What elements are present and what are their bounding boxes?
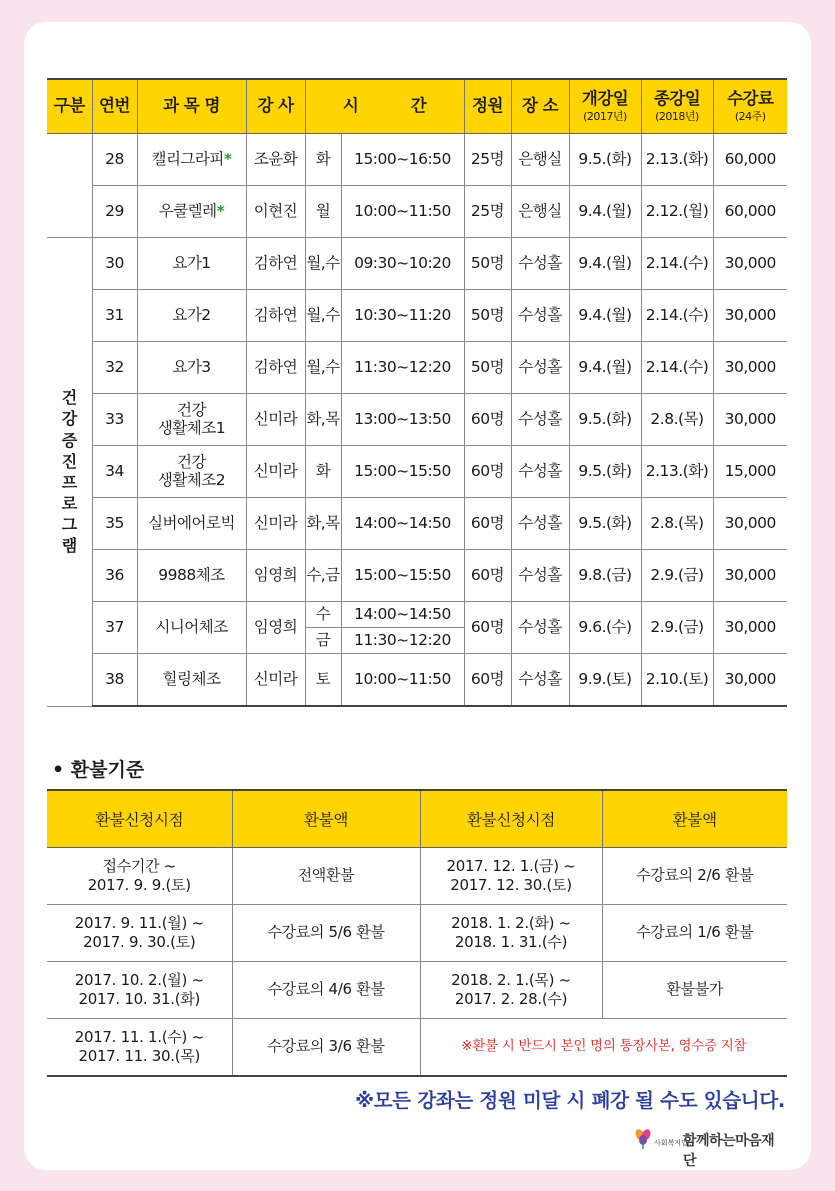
cell-capacity: 25명 bbox=[464, 134, 511, 186]
cell-start: 9.6.(수) bbox=[569, 602, 641, 654]
cell-fee: 30,000 bbox=[713, 498, 787, 550]
cell-place: 은행실 bbox=[511, 186, 569, 238]
table-row bbox=[47, 342, 787, 394]
cell-place: 은행실 bbox=[511, 134, 569, 186]
cell-no: 35 bbox=[92, 498, 137, 550]
header-end-label: 종강일 bbox=[653, 89, 701, 109]
cell-day: 화,목 bbox=[305, 498, 341, 550]
cell-no: 29 bbox=[92, 186, 137, 238]
cell-teacher: 김하연 bbox=[246, 238, 305, 290]
header-start-label: 개강일 bbox=[581, 89, 629, 109]
cell-time: 11:30~12:20 bbox=[341, 342, 464, 394]
logo-flower-icon bbox=[634, 1128, 652, 1150]
cell-capacity: 50명 bbox=[464, 238, 511, 290]
cell-fee: 30,000 bbox=[713, 602, 787, 654]
cell-day: 월 bbox=[305, 186, 341, 238]
cell-subject: 실버에어로빅 bbox=[137, 498, 246, 550]
period-line-2: 2017. 12. 30.(토) bbox=[450, 876, 572, 894]
cell-start: 9.8.(금) bbox=[569, 550, 641, 602]
refund-header-row bbox=[47, 790, 787, 848]
cell-fee: 30,000 bbox=[713, 342, 787, 394]
group-label: 건강증진프로그램 bbox=[61, 388, 77, 556]
cell-place: 수성홀 bbox=[511, 394, 569, 446]
header-period-1: 환불신청시점 bbox=[47, 790, 232, 848]
cell-amount: 수강료의 5/6 환불 bbox=[232, 905, 420, 962]
table-row bbox=[47, 290, 787, 342]
header-no: 연번 bbox=[92, 79, 137, 134]
cell-time: 11:30~12:20 bbox=[341, 628, 464, 654]
cell-teacher: 김하연 bbox=[246, 342, 305, 394]
cell-fee: 30,000 bbox=[713, 550, 787, 602]
cell-end: 2.14.(수) bbox=[641, 238, 713, 290]
cell-end: 2.14.(수) bbox=[641, 290, 713, 342]
cell-subject bbox=[137, 134, 246, 186]
header-period-2: 환불신청시점 bbox=[420, 790, 602, 848]
table-row bbox=[47, 550, 787, 602]
cell-subject: 힐링체조 bbox=[137, 654, 246, 707]
period-line-1: 접수기간 ~ bbox=[102, 856, 176, 875]
cell-day: 금 bbox=[305, 628, 341, 654]
cell-place: 수성홀 bbox=[511, 342, 569, 394]
period-line-2: 2017. 11. 30.(목) bbox=[78, 1047, 201, 1065]
period-line-1: 2018. 1. 2.(화) ~ bbox=[451, 913, 571, 932]
period-line-2: 2017. 9. 9.(토) bbox=[87, 876, 191, 894]
closing-notice: ※모든 강좌는 정원 미달 시 폐강 될 수도 있습니다. bbox=[355, 1089, 785, 1112]
table-row bbox=[47, 962, 787, 1019]
cell-fee: 15,000 bbox=[713, 446, 787, 498]
cell-time: 10:30~11:20 bbox=[341, 290, 464, 342]
cell-fee: 60,000 bbox=[713, 134, 787, 186]
cell-capacity: 25명 bbox=[464, 186, 511, 238]
cell-time: 09:30~10:20 bbox=[341, 238, 464, 290]
period-line-1: 2017. 10. 2.(월) ~ bbox=[74, 970, 204, 989]
cell-end: 2.12.(월) bbox=[641, 186, 713, 238]
cell-amount: 수강료의 2/6 환불 bbox=[602, 848, 787, 905]
cell-subject bbox=[137, 446, 246, 498]
cell-no: 32 bbox=[92, 342, 137, 394]
cell-start: 9.5.(화) bbox=[569, 134, 641, 186]
cell-fee: 60,000 bbox=[713, 186, 787, 238]
header-start-sub: (2017년) bbox=[583, 109, 627, 123]
table-row bbox=[47, 134, 787, 186]
table-row bbox=[47, 905, 787, 962]
cell-start: 9.4.(월) bbox=[569, 342, 641, 394]
cell-capacity: 60명 bbox=[464, 550, 511, 602]
cell-teacher: 이현진 bbox=[246, 186, 305, 238]
header-amount-2: 환불액 bbox=[602, 790, 787, 848]
table-row bbox=[47, 1019, 787, 1077]
cell-start: 9.9.(토) bbox=[569, 654, 641, 707]
table-row bbox=[47, 238, 787, 290]
cell-day: 월,수 bbox=[305, 342, 341, 394]
cell-subject bbox=[137, 394, 246, 446]
period-line-1: 2017. 11. 1.(수) ~ bbox=[74, 1027, 204, 1046]
logo-main-text: 함께하는마음재단 bbox=[683, 1133, 775, 1169]
cell-day: 화,목 bbox=[305, 394, 341, 446]
cell-time: 15:00~15:50 bbox=[341, 446, 464, 498]
table-row bbox=[47, 848, 787, 905]
cell-no: 38 bbox=[92, 654, 137, 707]
cell-fee: 30,000 bbox=[713, 238, 787, 290]
cell-no: 36 bbox=[92, 550, 137, 602]
cell-no: 28 bbox=[92, 134, 137, 186]
cell-time: 15:00~15:50 bbox=[341, 550, 464, 602]
cell-subject: 9988체조 bbox=[137, 550, 246, 602]
group-cell bbox=[47, 238, 92, 707]
table-row bbox=[47, 446, 787, 498]
cell-subject: 요가1 bbox=[137, 238, 246, 290]
cell-start: 9.5.(화) bbox=[569, 446, 641, 498]
group-cell-blank bbox=[47, 134, 92, 238]
header-subject: 과 목 명 bbox=[137, 79, 246, 134]
cell-end: 2.8.(목) bbox=[641, 394, 713, 446]
subject-line-1: 건강 bbox=[177, 400, 206, 419]
cell-day: 수,금 bbox=[305, 550, 341, 602]
header-end bbox=[641, 79, 713, 134]
cell-period bbox=[47, 905, 232, 962]
cell-teacher: 김하연 bbox=[246, 290, 305, 342]
cell-teacher: 신미라 bbox=[246, 446, 305, 498]
cell-time: 14:00~14:50 bbox=[341, 498, 464, 550]
cell-amount: 환불불가 bbox=[602, 962, 787, 1019]
cell-place: 수성홀 bbox=[511, 290, 569, 342]
cell-teacher: 신미라 bbox=[246, 654, 305, 707]
period-line-1: 2017. 9. 11.(월) ~ bbox=[74, 913, 204, 932]
cell-day: 월,수 bbox=[305, 290, 341, 342]
cell-place: 수성홀 bbox=[511, 550, 569, 602]
cell-capacity: 50명 bbox=[464, 342, 511, 394]
cell-time: 15:00~16:50 bbox=[341, 134, 464, 186]
cell-fee: 30,000 bbox=[713, 394, 787, 446]
cell-start: 9.4.(월) bbox=[569, 186, 641, 238]
cell-day: 월,수 bbox=[305, 238, 341, 290]
header-end-sub: (2018년) bbox=[655, 109, 699, 123]
cell-time: 10:00~11:50 bbox=[341, 186, 464, 238]
subject-line-2: 생활체조2 bbox=[157, 470, 226, 489]
cell-start: 9.5.(화) bbox=[569, 394, 641, 446]
cell-fee: 30,000 bbox=[713, 654, 787, 707]
cell-no: 33 bbox=[92, 394, 137, 446]
cell-capacity: 60명 bbox=[464, 602, 511, 654]
cell-subject bbox=[137, 186, 246, 238]
cell-teacher: 임영희 bbox=[246, 550, 305, 602]
header-time: 시 간 bbox=[305, 79, 464, 134]
header-fee-sub: (24주) bbox=[734, 109, 766, 123]
header-fee-label: 수강료 bbox=[727, 89, 774, 109]
cell-capacity: 60명 bbox=[464, 654, 511, 707]
cell-time: 14:00~14:50 bbox=[341, 602, 464, 628]
cell-teacher: 신미라 bbox=[246, 498, 305, 550]
table-row bbox=[47, 394, 787, 446]
cell-capacity: 60명 bbox=[464, 394, 511, 446]
cell-place: 수성홀 bbox=[511, 602, 569, 654]
header-fee bbox=[713, 79, 787, 134]
header-place: 장 소 bbox=[511, 79, 569, 134]
header-capacity: 정원 bbox=[464, 79, 511, 134]
cell-no: 37 bbox=[92, 602, 137, 654]
cell-capacity: 60명 bbox=[464, 498, 511, 550]
cell-end: 2.13.(화) bbox=[641, 446, 713, 498]
cell-amount: 수강료의 4/6 환불 bbox=[232, 962, 420, 1019]
cell-teacher: 임영희 bbox=[246, 602, 305, 654]
cell-day: 화 bbox=[305, 134, 341, 186]
cell-amount: 전액환불 bbox=[232, 848, 420, 905]
cell-teacher: 조윤화 bbox=[246, 134, 305, 186]
cell-end: 2.8.(목) bbox=[641, 498, 713, 550]
course-table bbox=[47, 78, 787, 707]
subject-text: 캘리그라피 bbox=[151, 149, 224, 168]
cell-period bbox=[47, 962, 232, 1019]
period-line-2: 2018. 1. 31.(수) bbox=[454, 933, 568, 951]
cell-capacity: 60명 bbox=[464, 446, 511, 498]
cell-place: 수성홀 bbox=[511, 238, 569, 290]
cell-place: 수성홀 bbox=[511, 654, 569, 707]
cell-no: 30 bbox=[92, 238, 137, 290]
cell-period bbox=[420, 962, 602, 1019]
cell-capacity: 50명 bbox=[464, 290, 511, 342]
cell-subject: 요가2 bbox=[137, 290, 246, 342]
subject-line-2: 생활체조1 bbox=[157, 418, 226, 437]
table-row bbox=[47, 602, 787, 628]
header-teacher: 강 사 bbox=[246, 79, 305, 134]
cell-period bbox=[420, 848, 602, 905]
cell-end: 2.14.(수) bbox=[641, 342, 713, 394]
foundation-logo bbox=[634, 1124, 784, 1169]
refund-table bbox=[47, 789, 787, 1077]
cell-day: 토 bbox=[305, 654, 341, 707]
cell-place: 수성홀 bbox=[511, 446, 569, 498]
cell-no: 34 bbox=[92, 446, 137, 498]
subject-line-1: 건강 bbox=[177, 452, 206, 471]
cell-amount: 수강료의 1/6 환불 bbox=[602, 905, 787, 962]
cell-no: 31 bbox=[92, 290, 137, 342]
cell-fee: 30,000 bbox=[713, 290, 787, 342]
cell-day: 수 bbox=[305, 602, 341, 628]
cell-period bbox=[420, 905, 602, 962]
table-row bbox=[47, 498, 787, 550]
logo-small-text: 사회복지법인 bbox=[654, 1139, 695, 1147]
cell-time: 10:00~11:50 bbox=[341, 654, 464, 707]
period-line-1: 2018. 2. 1.(목) ~ bbox=[451, 970, 571, 989]
cell-period bbox=[47, 848, 232, 905]
cell-subject: 요가3 bbox=[137, 342, 246, 394]
cell-end: 2.9.(금) bbox=[641, 602, 713, 654]
header-start bbox=[569, 79, 641, 134]
header-group: 구분 bbox=[47, 79, 92, 134]
cell-period bbox=[47, 1019, 232, 1077]
period-line-2: 2017. 10. 31.(화) bbox=[78, 990, 201, 1008]
cell-day: 화 bbox=[305, 446, 341, 498]
cell-start: 9.4.(월) bbox=[569, 290, 641, 342]
period-line-1: 2017. 12. 1.(금) ~ bbox=[446, 856, 576, 875]
star-mark: * bbox=[223, 149, 232, 168]
table-row bbox=[47, 186, 787, 238]
star-mark: * bbox=[216, 201, 225, 220]
table-row bbox=[47, 654, 787, 707]
refund-note: ※환불 시 반드시 본인 명의 통장사본, 영수증 지참 bbox=[420, 1019, 787, 1077]
course-header-row bbox=[47, 79, 787, 134]
period-line-2: 2017. 2. 28.(수) bbox=[454, 990, 568, 1008]
refund-title: • 환불기준 bbox=[52, 759, 145, 781]
header-amount-1: 환불액 bbox=[232, 790, 420, 848]
cell-end: 2.13.(화) bbox=[641, 134, 713, 186]
subject-text: 우쿨렐레 bbox=[158, 201, 217, 220]
cell-start: 9.5.(화) bbox=[569, 498, 641, 550]
period-line-2: 2017. 9. 30.(토) bbox=[83, 933, 196, 951]
cell-subject: 시니어체조 bbox=[137, 602, 246, 654]
cell-teacher: 신미라 bbox=[246, 394, 305, 446]
cell-time: 13:00~13:50 bbox=[341, 394, 464, 446]
cell-amount: 수강료의 3/6 환불 bbox=[232, 1019, 420, 1077]
cell-place: 수성홀 bbox=[511, 498, 569, 550]
cell-start: 9.4.(월) bbox=[569, 238, 641, 290]
cell-end: 2.9.(금) bbox=[641, 550, 713, 602]
cell-end: 2.10.(토) bbox=[641, 654, 713, 707]
